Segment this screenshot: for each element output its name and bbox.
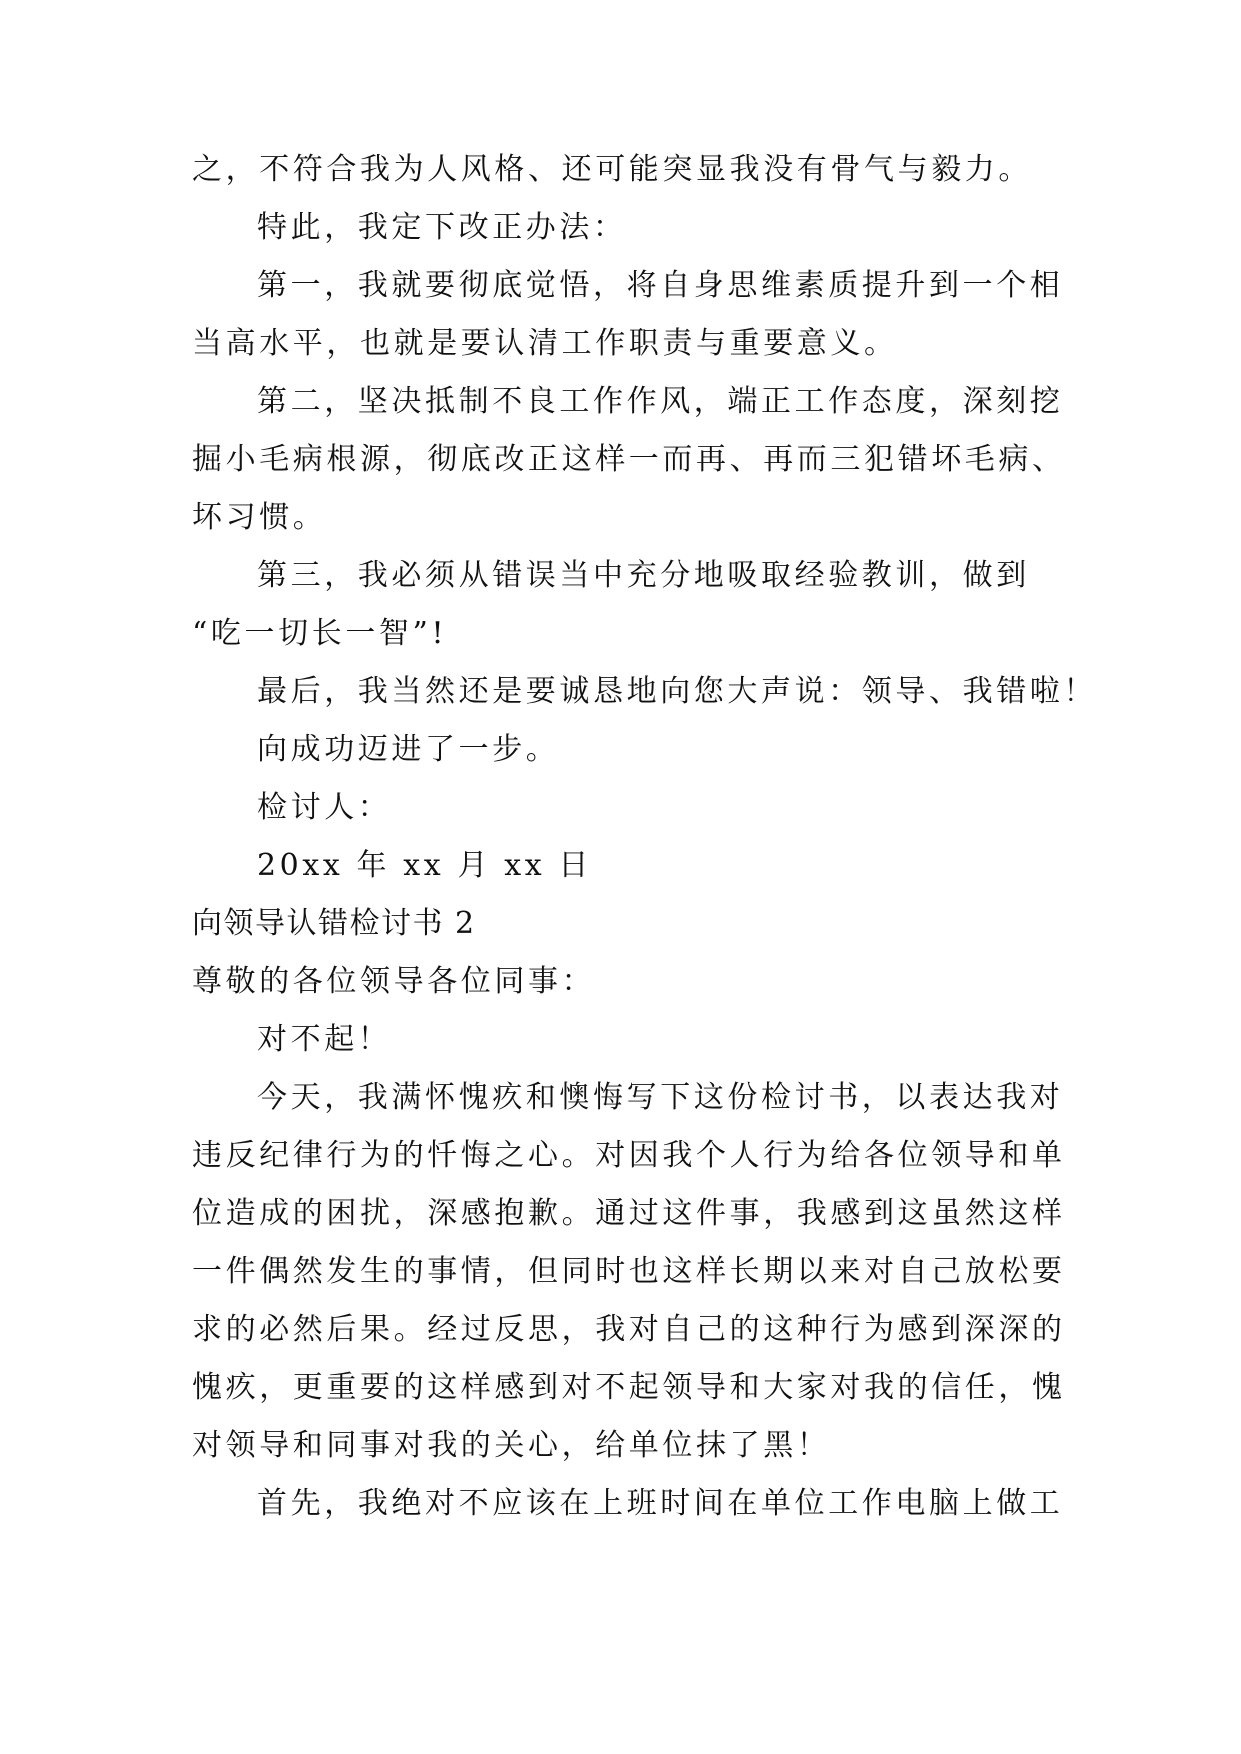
text-line-6: 掘小毛病根源，彻底改正这样一而再、再而三犯错坏毛病、	[192, 442, 1066, 477]
text-line-24: 首先，我绝对不应该在上班时间在单位工作电脑上做工	[257, 1486, 1064, 1521]
text-line-21: 求的必然后果。经过反思，我对自己的这种行为感到深深的	[192, 1312, 1066, 1347]
text-line-18: 违反纪律行为的忏悔之心。对因我个人行为给各位领导和单	[192, 1138, 1066, 1173]
text-line-17: 今天，我满怀愧疚和懊悔写下这份检讨书，以表达我对	[257, 1080, 1064, 1115]
text-line-11: 向成功迈进了一步。	[257, 732, 560, 767]
text-line-4: 当高水平，也就是要认清工作职责与重要意义。	[192, 326, 898, 361]
text-line-7: 坏习惯。	[192, 500, 327, 535]
text-line-23: 对领导和同事对我的关心，给单位抹了黑！	[192, 1428, 831, 1463]
text-line-3: 第一，我就要彻底觉悟，将自身思维素质提升到一个相	[257, 268, 1064, 303]
date-line: 20xx 年 xx 月 xx 日	[257, 848, 592, 883]
signature-label: 检讨人：	[257, 790, 392, 825]
text-line-8: 第三，我必须从错误当中充分地吸取经验教训，做到	[257, 558, 1030, 593]
text-line-5: 第二，坚决抵制不良工作作风，端正工作态度，深刻挖	[257, 384, 1064, 419]
salutation: 尊敬的各位领导各位同事：	[192, 964, 596, 999]
text-line-1: 之，不符合我为人风格、还可能突显我没有骨气与毅力。	[192, 152, 1032, 187]
text-line-16: 对不起！	[257, 1022, 392, 1057]
text-line-19: 位造成的困扰，深感抱歉。通过这件事，我感到这虽然这样	[192, 1196, 1066, 1231]
text-line-10: 最后，我当然还是要诚恳地向您大声说：领导、我错啦！	[257, 674, 1097, 709]
text-line-9: “吃一切长一智”!	[192, 616, 448, 651]
text-line-2: 特此，我定下改正办法：	[257, 210, 627, 245]
section-title: 向领导认错检讨书 2	[192, 906, 476, 941]
text-line-20: 一件偶然发生的事情，但同时也这样长期以来对自己放松要	[192, 1254, 1066, 1289]
text-line-22: 愧疚，更重要的这样感到对不起领导和大家对我的信任，愧	[192, 1370, 1066, 1405]
